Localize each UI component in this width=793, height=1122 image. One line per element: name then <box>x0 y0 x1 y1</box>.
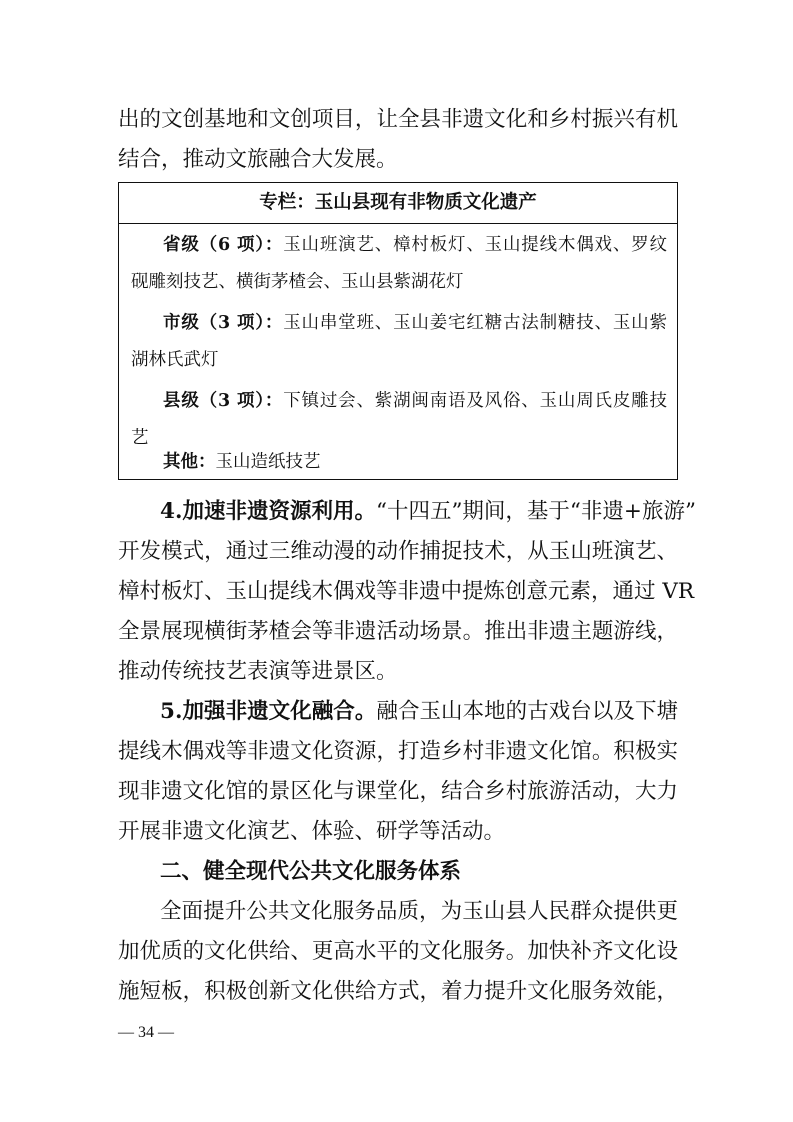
body-text-line: 推动传统技艺表演等进景区。 <box>118 659 398 684</box>
section5-first-line <box>160 692 678 732</box>
city-line <box>163 308 667 338</box>
provincial-text-cont: 砚雕刻技艺、横街茅楂会、玉山县紫湖花灯 <box>131 272 464 292</box>
section5-text: 融合玉山本地的古戏台以及下塘 <box>376 699 678 724</box>
body-text-line: 现非遗文化馆的景区化与课堂化，结合乡村旅游活动，大力 <box>118 779 678 804</box>
city-text-cont: 湖林氏武灯 <box>131 350 219 370</box>
city-label: 市级（3 项）： <box>163 313 284 333</box>
county-text: 下镇过会、紫湖闽南语及风俗、玉山周氏皮雕技 <box>283 391 667 411</box>
body-text-line: 樟村板灯、玉山提线木偶戏等非遗中提炼创意元素，通过 VR <box>118 579 695 604</box>
body-text-line: 提线木偶戏等非遗文化资源，打造乡村非遗文化馆。积极实 <box>118 739 678 764</box>
county-line <box>163 386 667 416</box>
body-text-line: 开展非遗文化演艺、体验、研学等活动。 <box>118 819 506 844</box>
city-text: 玉山串堂班、玉山姜宅红糖古法制糖技、玉山紫 <box>283 313 667 333</box>
section5-heading: 5.加强非遗文化融合。 <box>160 699 377 724</box>
body-text-line: 全景展现横街茅楂会等非遗活动场景。推出非遗主题游线， <box>118 619 678 644</box>
body-text-line: 开发模式，通过三维动漫的动作捕捉技术，从玉山班演艺、 <box>118 539 678 564</box>
section4-first-line <box>160 492 696 532</box>
county-text-cont: 艺 <box>131 428 149 448</box>
provincial-line <box>163 230 667 260</box>
page-number: — 34 — <box>118 1024 174 1041</box>
provincial-label: 省级（6 项）： <box>163 235 284 255</box>
chapter-heading: 二、健全现代公共文化服务体系 <box>160 859 462 884</box>
body-text-line: 出的文创基地和文创项目，让全县非遗文化和乡村振兴有机 <box>118 107 678 132</box>
section4-heading: 4.加速非遗资源利用。 <box>160 499 376 524</box>
body-text-line: 全面提升公共文化服务品质，为玉山县人民群众提供更 <box>160 899 678 924</box>
section4-text: “十四五”期间，基于“非遗+旅游” <box>375 499 696 524</box>
body-text-line: 加优质的文化供给、更高水平的文化服务。加快补齐文化设 <box>118 939 678 964</box>
other-text: 玉山造纸技艺 <box>215 452 321 472</box>
other-label: 其他： <box>163 452 216 472</box>
sidebar-title: 专栏：玉山县现有非物质文化遗产 <box>119 183 677 224</box>
body-text-line: 施短板，积极创新文化供给方式，着力提升文化服务效能， <box>118 979 678 1004</box>
body-text-line: 结合，推动文旅融合大发展。 <box>118 147 398 172</box>
heritage-sidebar-box <box>118 182 678 480</box>
county-label: 县级（3 项）： <box>163 391 284 411</box>
other-line <box>163 447 667 477</box>
provincial-text: 玉山班演艺、樟村板灯、玉山提线木偶戏、罗纹 <box>283 235 667 255</box>
